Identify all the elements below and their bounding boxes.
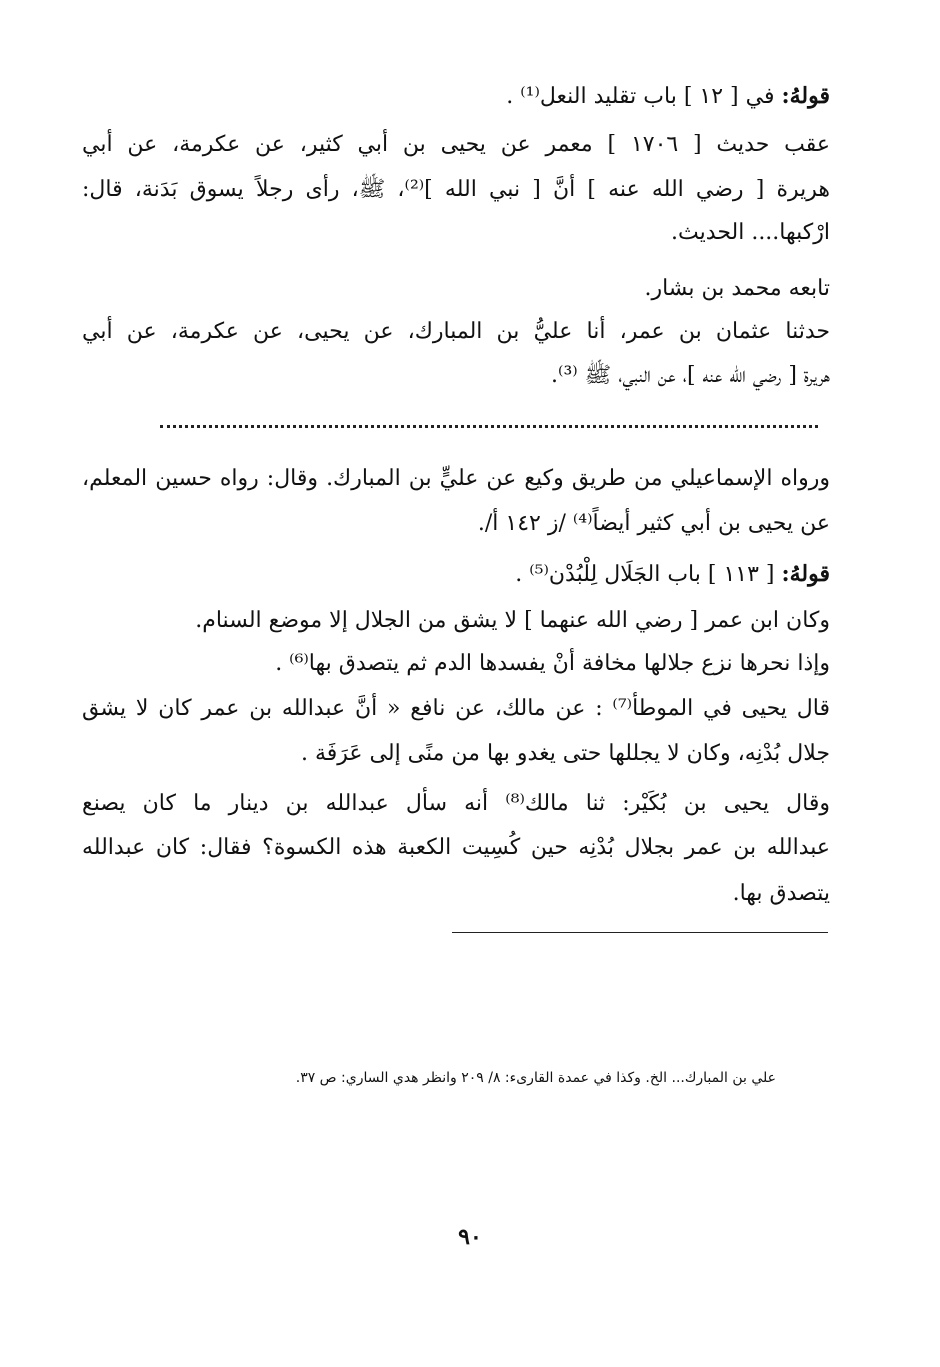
text-line: ارْكبها.... الحديث. bbox=[671, 220, 830, 245]
qawluhu-label: قولهُ: bbox=[781, 561, 830, 587]
heading-line-1 bbox=[82, 78, 830, 115]
text-line: وإذا نحرها نزع جلالها مخافة أنْ يفسدها الدم ثم يتصدق بها⁽⁶⁾ . bbox=[275, 651, 830, 676]
text-line: يتصدق بها. bbox=[732, 881, 830, 906]
footnote-rule bbox=[452, 932, 828, 933]
text-line: جلال بُدْنِه، وكان لا يجللها حتى يغدو بها من منًى إلى عَرَفَة . bbox=[300, 741, 830, 766]
page-number: ٩٠ bbox=[458, 1224, 482, 1250]
text-line: عقب حديث [ ١٧٠٦ ] معمر عن يحيى بن أبي كثير، عن عكرمة، عن أبي bbox=[82, 132, 830, 157]
heading-text: [ ١١٣ ] باب الجَلَال لِلْبُدْن⁽⁵⁾ . bbox=[515, 562, 775, 587]
text-line: قال يحيى في الموطأ⁽⁷⁾ : عن مالك، عن نافع « أنَّ عبدالله بن عمر كان لا يشق bbox=[82, 696, 830, 721]
text-line: عن يحيى بن أبي كثير أيضاً⁽⁴⁾ /ز ١٤٢ أ/. bbox=[477, 511, 830, 536]
text-line: حدثنا عثمان بن عمر، أنا عليُّ بن المبارك، عن يحيى، عن عكرمة، عن أبي bbox=[82, 319, 830, 344]
qawluhu-label: قولهُ: bbox=[781, 83, 830, 109]
heading-line-2 bbox=[82, 556, 830, 593]
text-line: وكان ابن عمر [ رضي الله عنهما ] لا يشق من الجلال إلا موضع السنام. bbox=[195, 608, 830, 633]
heading-text: في [ ١٢ ] باب تقليد النعل⁽¹⁾ . bbox=[506, 84, 775, 109]
text-line: عبدالله بن عمر بجلال بُدْنِه حين كُسِيت الكعبة هذه الكسوة؟ فقال: كان عبدالله bbox=[82, 835, 830, 860]
dotted-separator bbox=[160, 425, 818, 428]
text-line: تابعه محمد بن بشار. bbox=[644, 276, 830, 301]
footnote-4-continuation: علي بن المبارك... الخ. وكذا في عمدة القارىء: ٨/ ٢٠٩ وانظر هدي الساري: ص ٣٧. bbox=[295, 1070, 776, 1086]
text-line: ورواه الإسماعيلي من طريق وكيع عن عليٍّ بن المبارك. وقال: رواه حسين المعلم، bbox=[82, 466, 830, 491]
text-line: هريرة [ رضي الله عنه ]، عن النبي، ﷺ ⁽³⁾. bbox=[551, 363, 830, 388]
text-line: هريرة [ رضي الله عنه ] أنَّ [ نبي الله ]⁽²⁾، ﷺ، رأى رجلاً يسوق بَدَنة، قال: bbox=[82, 177, 830, 202]
text-line: وقال يحيى بن بُكَيْر: ثنا مالك⁽⁸⁾ أنه سأل عبدالله بن دينار ما كان يصنع bbox=[82, 791, 830, 816]
